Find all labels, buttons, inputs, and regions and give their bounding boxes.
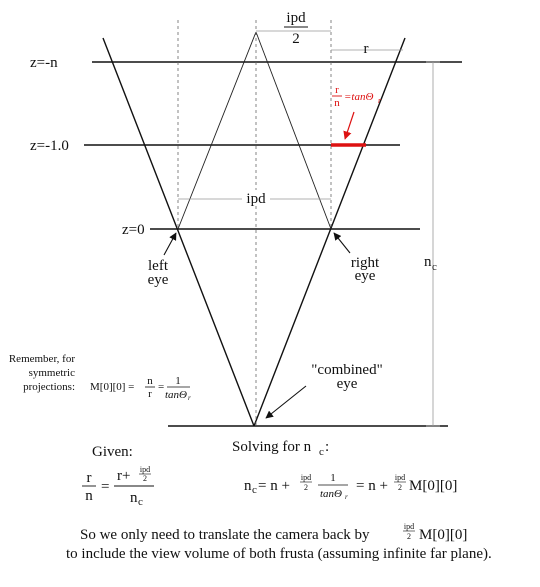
footer-two: 2 (407, 532, 411, 541)
remember-line3: projections: (23, 381, 75, 393)
given-ipd: ipd (139, 465, 151, 474)
given-lhs-den: n (85, 488, 93, 504)
given-eq: = (101, 479, 110, 495)
solving-tan-sub: r (345, 493, 348, 501)
z-neg-one-label: z=-1.0 (30, 138, 69, 154)
given-rhs-num-a: r+ (117, 468, 131, 484)
combined-eye-label-2: eye (336, 376, 358, 392)
red-frac-den: n (334, 97, 340, 109)
right-eye-label-1: right (350, 255, 380, 271)
solving-title-sub: c (319, 446, 324, 458)
left-eye-label-2: eye (147, 272, 169, 288)
solving-two: 2 (304, 483, 308, 492)
remember-eq: = (158, 381, 165, 393)
footer-ipd: ipd (403, 522, 415, 531)
ipd-label: ipd (246, 191, 266, 207)
z-neg-n-label: z=-n (30, 55, 58, 71)
remember-frac2-num: 1 (175, 375, 181, 387)
solving-two2: 2 (398, 483, 402, 492)
footer-m00: M[0][0] (419, 527, 468, 543)
given-title: Given: (92, 444, 133, 460)
footer-line2: to include the view volume of both frusta (assuming infinite far plane). (66, 546, 492, 562)
z-zero-label: z=0 (122, 222, 145, 238)
remember-frac1-num: n (147, 375, 153, 387)
left-eye-label-1: left (148, 258, 168, 274)
nc-label-sub: c (432, 261, 437, 273)
r-label: r (363, 41, 369, 57)
remember-frac1-den: r (148, 388, 152, 400)
red-tan: =tanΘ (344, 91, 374, 103)
combined-eye-arrow (266, 386, 306, 418)
solving-eq2: = n + (356, 478, 388, 494)
solving-nc-sub: c (252, 484, 257, 496)
given-two: 2 (143, 474, 147, 483)
right-eye-arrow (334, 233, 350, 253)
ipd-half-num: ipd (286, 10, 306, 26)
combined-eye-label-1: "combined" (311, 362, 383, 378)
red-tan-sub: r (378, 96, 382, 105)
solving-one: 1 (330, 472, 336, 484)
red-arrow (345, 112, 354, 139)
given-rhs-den-sub: c (138, 496, 143, 508)
given-lhs-num: r (86, 470, 92, 486)
solving-ipd: ipd (300, 473, 312, 482)
ipd-half-den: 2 (292, 31, 300, 47)
red-frac-num: r (335, 84, 339, 96)
solving-m00: M[0][0] (409, 478, 458, 494)
remember-m00: M[0][0] = (90, 381, 135, 393)
solving-tan: tanΘ (320, 488, 342, 500)
nc-label: n (424, 254, 432, 270)
solving-title: Solving for n (232, 439, 312, 455)
footer-line1: So we only need to translate the camera back by (80, 527, 370, 543)
solving-title-colon: : (325, 439, 330, 455)
solving-nc: n (244, 478, 252, 494)
remember-line2: symmetric (28, 367, 75, 379)
remember-line1: Remember, for (8, 353, 75, 365)
left-eye-arrow (164, 233, 176, 255)
solving-eq1: = n + (258, 478, 290, 494)
solving-ipd2: ipd (394, 473, 406, 482)
right-eye-label-2: eye (354, 268, 376, 284)
remember-frac2-den-sub: r (188, 394, 191, 402)
remember-frac2-den: tanΘ (165, 389, 187, 401)
given-rhs-den: n (130, 490, 138, 506)
